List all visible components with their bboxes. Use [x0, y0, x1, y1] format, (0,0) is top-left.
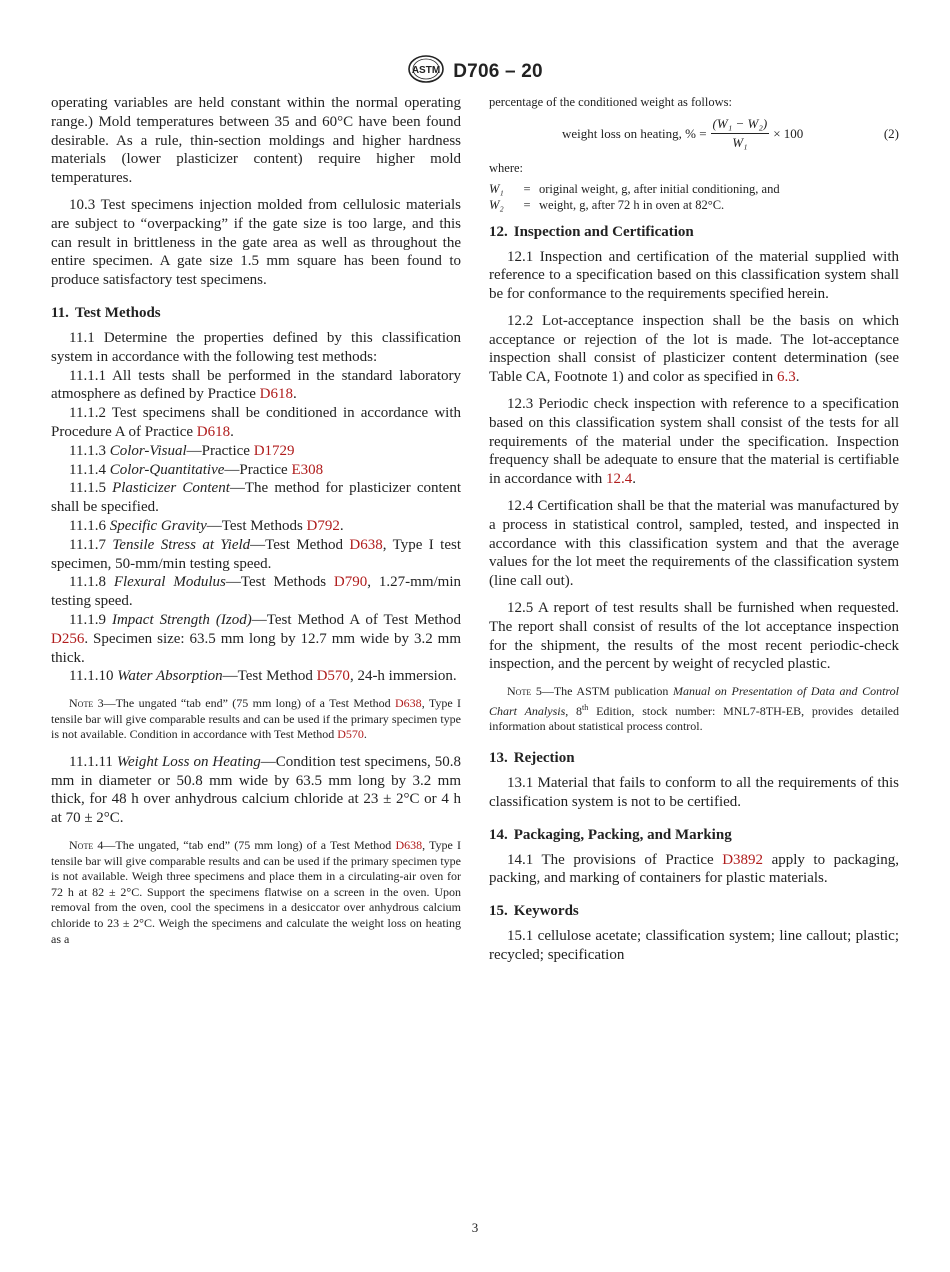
- section-heading-11: 11. Test Methods: [51, 304, 161, 321]
- left-column: [51, 94, 461, 957]
- note-3: Note 3—The ungated “tab end” (75 mm long) of a Test Method D638, Type I tensile bar will give comparable results and can be used if the primary specimen type is not available. Condition in accordance with Test Method D570.: [51, 696, 461, 742]
- paragraph-14-1: 14.1 The provisions of Practice D3892 apply to packaging, packing, and marking of containers for plastic materials.: [489, 851, 899, 887]
- where-label: where:: [489, 161, 524, 175]
- variable-definition: W₂ = weight, g, after 72 h in oven at 82°C.: [489, 197, 725, 212]
- paragraph-11-1-3: 11.1.3 Color-Visual—Practice D1729: [69, 442, 295, 459]
- document-code: D706 – 20: [453, 60, 543, 82]
- paragraph-15-1: 15.1 cellulose acetate; classification system; line callout; plastic; recycled; specification: [489, 928, 899, 963]
- equation-lhs: weight loss on heating, % =: [562, 125, 707, 141]
- paragraph-12-2: 12.2 Lot-acceptance inspection shall be the basis on which acceptance or rejection of the lot is made. The lot-acceptance inspection shall consist of plasticizer content determination (see Table CA, Footnote 1) and color as specified in 6.3.: [489, 312, 899, 386]
- section-heading-15: 15. Keywords: [489, 903, 579, 920]
- note-4: Note 4—The ungated, “tab end” (75 mm long) of a Test Method D638, Type I tensile bar will give comparable results and can be used if the primary specimen type is not available. Weigh three specimens and place them in a circulating-air oven for 72 h at 82 ± 2°C. Support the specimens flatwise on a screen in the oven. Upon removal from the oven, cool the specimens in a desiccator over anhydrous calcium chloride to 23 ± 2°C. Weigh the specimens and calculate the weight loss on heating as a: [51, 838, 461, 946]
- link-d638[interactable]: D638: [349, 536, 383, 553]
- link-d792[interactable]: D792: [306, 517, 340, 534]
- section-heading-13: 13. Rejection: [489, 750, 575, 767]
- paragraph-10-3: 10.3 Test specimens injection molded from cellulosic materials are subject to “overpacking” if the gate size is too large, and this can result in brittleness in the gate area as well as throughout the entire specimen. A gate size 1.5 mm square has been found to produce satisfactory test specimens.: [51, 196, 461, 289]
- right-column: [489, 94, 899, 973]
- paragraph-continued: operating variables are held constant within the normal operating range.) Mold temperatures between 35 and 60°C have been found desirable. As a rule, thin-section moldings and higher hardness materials (lower plasticizer content) require higher mold temperatures.: [51, 95, 461, 187]
- link-d256[interactable]: D256: [51, 630, 85, 647]
- paragraph-11-1-2: 11.1.2 Test specimens shall be conditioned in accordance with Procedure A of Practice D618.: [51, 405, 461, 440]
- section-heading-14: 14. Packaging, Packing, and Marking: [489, 826, 732, 843]
- link-e308[interactable]: E308: [291, 461, 324, 478]
- link-d3892[interactable]: D3892: [722, 851, 764, 868]
- link-d618[interactable]: D618: [259, 386, 294, 403]
- paragraph-11-1-11: 11.1.11 Weight Loss on Heating—Condition test specimens, 50.8 mm in diameter or 50.8 mm wide by 63.5 mm long by 3.2 mm thick, for 48 h over anhydrous calcium chloride at 23 ± 2°C or 4 h at 70 ± 2°C.: [51, 753, 462, 827]
- paragraph-12-4: 12.4 Certification shall be that the material was manufactured by a process in statistical control, sampled, tested, and inspected in accordance with this classification system and that the average values for the lot meet the requirements of the classification system (line call out).: [489, 498, 899, 590]
- astm-logo-icon: [407, 54, 445, 89]
- paragraph-11-1-4: 11.1.4 Color-Quantitative—Practice E308: [69, 461, 324, 478]
- paragraph-11-1: 11.1 Determine the properties defined by this classification system in accordance with the following test methods:: [51, 329, 461, 365]
- svg-text:ASTM: ASTM: [412, 65, 441, 76]
- link-d570[interactable]: D570: [316, 668, 350, 685]
- page-header: [0, 54, 950, 89]
- paragraph-11-1-10: 11.1.10 Water Absorption—Test Method D570, 24-h immersion.: [69, 668, 457, 685]
- equation-2: [489, 116, 899, 151]
- paragraph-11-1-9: 11.1.9 Impact Strength (Izod)—Test Method A of Test Method D256. Specimen size: 63.5 mm long by 12.7 mm wide by 3.2 mm thick.: [51, 611, 461, 666]
- paragraph-11-1-5: 11.1.5 Plasticizer Content—The method for plasticizer content shall be specified.: [51, 480, 461, 516]
- note-5: Note 5—The ASTM publication Manual on Presentation of Data and Control Chart Analysis, 8th Edition, stock number: MNL7-8TH-EB, provides detailed information about statistical process control.: [489, 684, 899, 734]
- paragraph-12-1: 12.1 Inspection and certification of the material supplied with reference to a specification based on this classification system shall be for conformance to the requirements specified herein.: [489, 248, 899, 303]
- equation-number: (2): [883, 125, 899, 141]
- equation-numerator: (W₁ − W₂): [711, 116, 770, 134]
- paragraph-12-3: 12.3 Periodic check inspection with reference to a specification based on this classification system shall consist of the tests for all requirements of the material under the specification. Inspection frequency shall be adequate to ensure that the material is certifiable in accordance with 12.4.: [489, 396, 899, 488]
- paragraph-continued-right: percentage of the conditioned weight as follows:: [489, 95, 732, 109]
- paragraph-11-1-6: 11.1.6 Specific Gravity—Test Methods D792.: [69, 517, 344, 534]
- link-6-3[interactable]: 6.3: [777, 369, 796, 386]
- link-d638[interactable]: D638: [395, 696, 422, 711]
- link-d1729[interactable]: D1729: [253, 442, 295, 459]
- equation-times: × 100: [773, 125, 804, 141]
- link-d570[interactable]: D570: [337, 727, 364, 742]
- page-number: 3: [471, 1220, 479, 1235]
- section-heading-12: 12. Inspection and Certification: [489, 223, 694, 240]
- equation-fraction: [711, 116, 770, 151]
- paragraph-12-5: 12.5 A report of test results shall be furnished when requested. The report shall consist of results of the lot acceptance inspection for the shipment, the results of the most recent periodic-check inspection, and the percent by weight of recycled plastic.: [489, 600, 899, 673]
- paragraph-11-1-7: 11.1.7 Tensile Stress at Yield—Test Method D638, Type I test specimen, 50-mm/min testing speed.: [51, 536, 461, 572]
- link-d618[interactable]: D618: [196, 423, 231, 440]
- link-d638[interactable]: D638: [395, 838, 423, 853]
- equation-denominator: W₁: [732, 135, 748, 150]
- paragraph-11-1-1: 11.1.1 All tests shall be performed in the standard laboratory atmosphere as defined by Practice D618.: [51, 367, 461, 403]
- variable-definition: W₁ = original weight, g, after initial conditioning, and: [489, 181, 780, 196]
- paragraph-11-1-8: 11.1.8 Flexural Modulus—Test Methods D790, 1.27-mm/min testing speed.: [51, 574, 461, 610]
- link-d790[interactable]: D790: [333, 574, 368, 591]
- paragraph-13-1: 13.1 Material that fails to conform to all the requirements of this classification system is not to be certified.: [489, 775, 899, 810]
- link-12-4[interactable]: 12.4: [606, 471, 633, 488]
